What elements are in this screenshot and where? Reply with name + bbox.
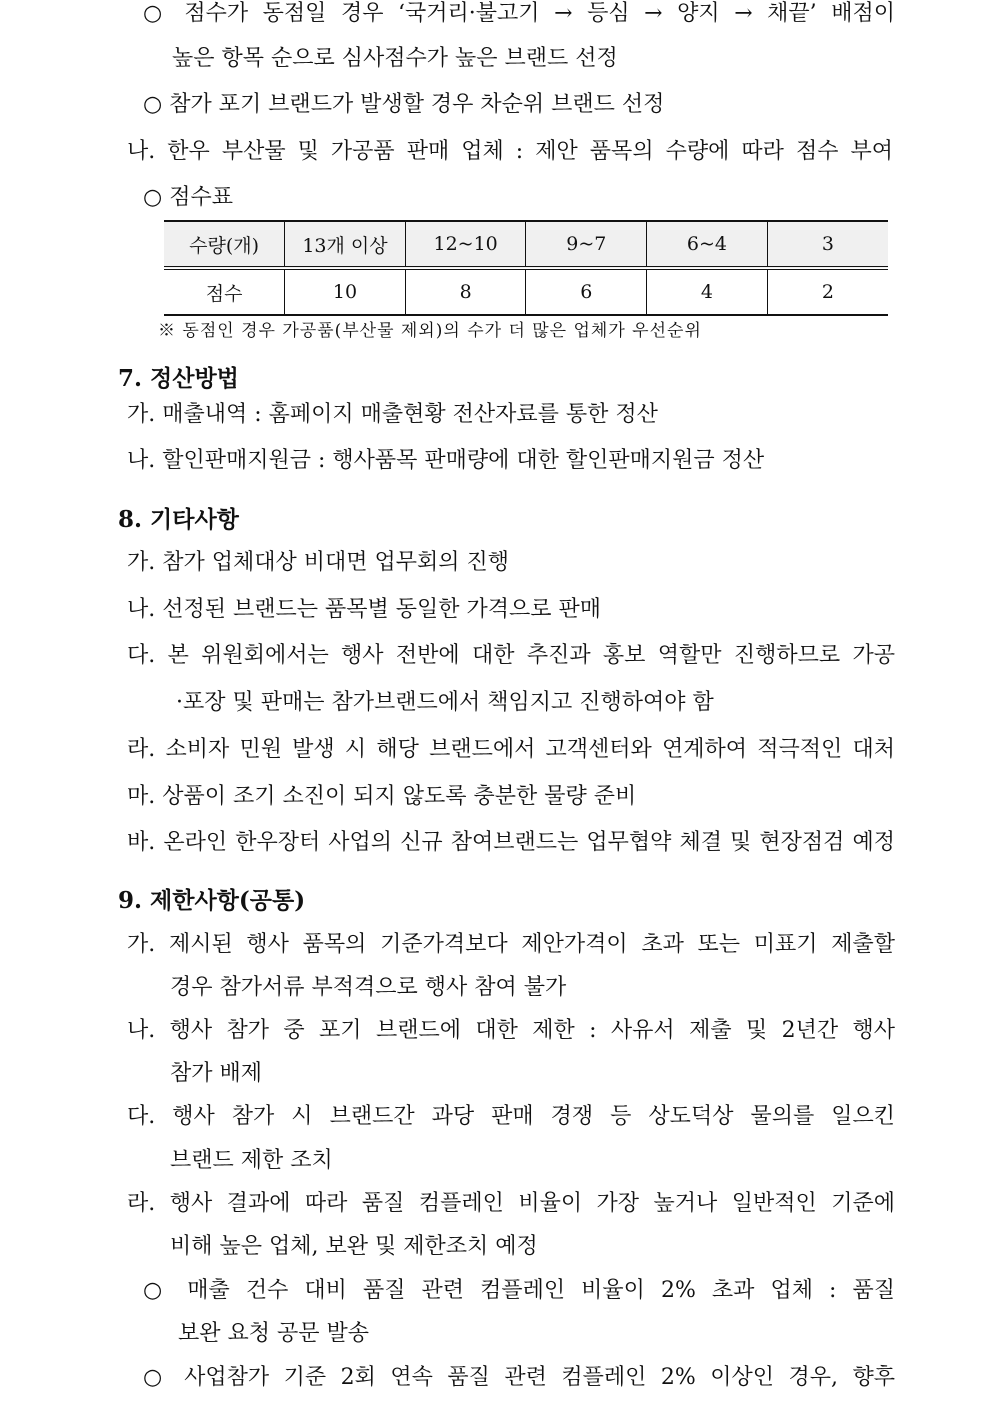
tie-rule-bullet-cont: 높은 항목 순으로 심사점수가 높은 브랜드 선정 [172, 46, 618, 71]
section-9-item-cont: 경우 참가서류 부적격으로 행사 참여 불가 [170, 975, 567, 1000]
score-table-header-row [164, 221, 888, 268]
score-table-header-cell: 12~10 [405, 221, 526, 268]
section-8-title: 8. 기타사항 [118, 506, 239, 533]
section-9-item-cont: 브랜드 제한 조치 [170, 1148, 333, 1173]
score-table-header-cell: 9~7 [526, 221, 647, 268]
score-table-header-cell: 3 [767, 221, 888, 268]
byproduct-item: 나. 한우 부산물 및 가공품 판매 업체 : 제안 품목의 수량에 따라 점수 부여 [127, 139, 893, 164]
score-table-cell: 10 [285, 268, 406, 315]
section-8-item-cont: ·포장 및 판매는 참가브랜드에서 책임지고 진행하여야 함 [176, 690, 714, 715]
section-9-bullet: ○ 사업참가 기준 2회 연속 품질 관련 컴플레인 2% 이상인 경우, 향후 [143, 1365, 895, 1390]
section-9-item-cont: 비해 높은 업체, 보완 및 제한조치 예정 [170, 1234, 538, 1259]
section-9-item: 라. 행사 결과에 따라 품질 컴플레인 비율이 가장 높거나 일반적인 기준에 [127, 1191, 895, 1216]
section-8-item: 가. 참가 업체대상 비대면 업무회의 진행 [127, 550, 509, 575]
section-9-item: 나. 행사 참가 중 포기 브랜드에 대한 제한 : 사유서 제출 및 2년간 행사 [127, 1018, 895, 1043]
score-table-cell: 6 [526, 268, 647, 315]
score-table-header-cell: 6~4 [647, 221, 768, 268]
section-7-title: 7. 정산방법 [118, 365, 239, 392]
section-8-item: 나. 선정된 브랜드는 품목별 동일한 가격으로 판매 [127, 597, 601, 622]
score-table-cell: 8 [405, 268, 526, 315]
section-9-item: 다. 행사 참가 시 브랜드간 과당 판매 경쟁 등 상도덕상 물의를 일으킨 [127, 1104, 895, 1129]
section-9-bullet: ○ 매출 건수 대비 품질 관련 컴플레인 비율이 2% 초과 업체 : 품질 [143, 1278, 895, 1303]
score-table-value-row [164, 268, 888, 315]
section-7-item: 나. 할인판매지원금 : 행사품목 판매량에 대한 할인판매지원금 정산 [127, 448, 765, 473]
withdrawal-bullet: ○ 참가 포기 브랜드가 발생할 경우 차순위 브랜드 선정 [143, 92, 665, 117]
section-9-item-cont: 참가 배제 [170, 1061, 263, 1086]
section-8-item: 마. 상품이 조기 소진이 되지 않도록 충분한 물량 준비 [127, 784, 637, 809]
score-table-cell: 4 [647, 268, 768, 315]
tie-note: ※ 동점인 경우 가공품(부산물 제외)의 수가 더 많은 업체가 우선순위 [158, 321, 702, 341]
tie-rule-bullet: ○ 점수가 동점일 경우 ‘국거리·불고기 → 등심 → 양지 → 채끝’ 배점이 [143, 1, 895, 26]
score-table-header-cell: 수량(개) [164, 221, 285, 268]
score-table-cell: 2 [767, 268, 888, 315]
section-9-bullet-cont: 보완 요청 공문 발송 [178, 1321, 369, 1346]
section-8-item: 다. 본 위원회에서는 행사 전반에 대한 추진과 홍보 역할만 진행하므로 가공 [127, 643, 895, 668]
section-7-item: 가. 매출내역 : 홈페이지 매출현황 전산자료를 통한 정산 [127, 402, 658, 427]
score-table [164, 220, 888, 316]
score-table-cell: 점수 [164, 268, 285, 315]
section-8-item: 라. 소비자 민원 발생 시 해당 브랜드에서 고객센터와 연계하여 적극적인 대처 [127, 737, 895, 762]
score-table-label: ○ 점수표 [143, 185, 233, 210]
section-9-title: 9. 제한사항(공통) [118, 887, 306, 914]
score-table-header-cell: 13개 이상 [285, 221, 406, 268]
section-9-item: 가. 제시된 행사 품목의 기준가격보다 제안가격이 초과 또는 미표기 제출할 [127, 932, 895, 957]
section-8-item: 바. 온라인 한우장터 사업의 신규 참여브랜드는 업무협약 체결 및 현장점검 예정 [127, 830, 895, 855]
